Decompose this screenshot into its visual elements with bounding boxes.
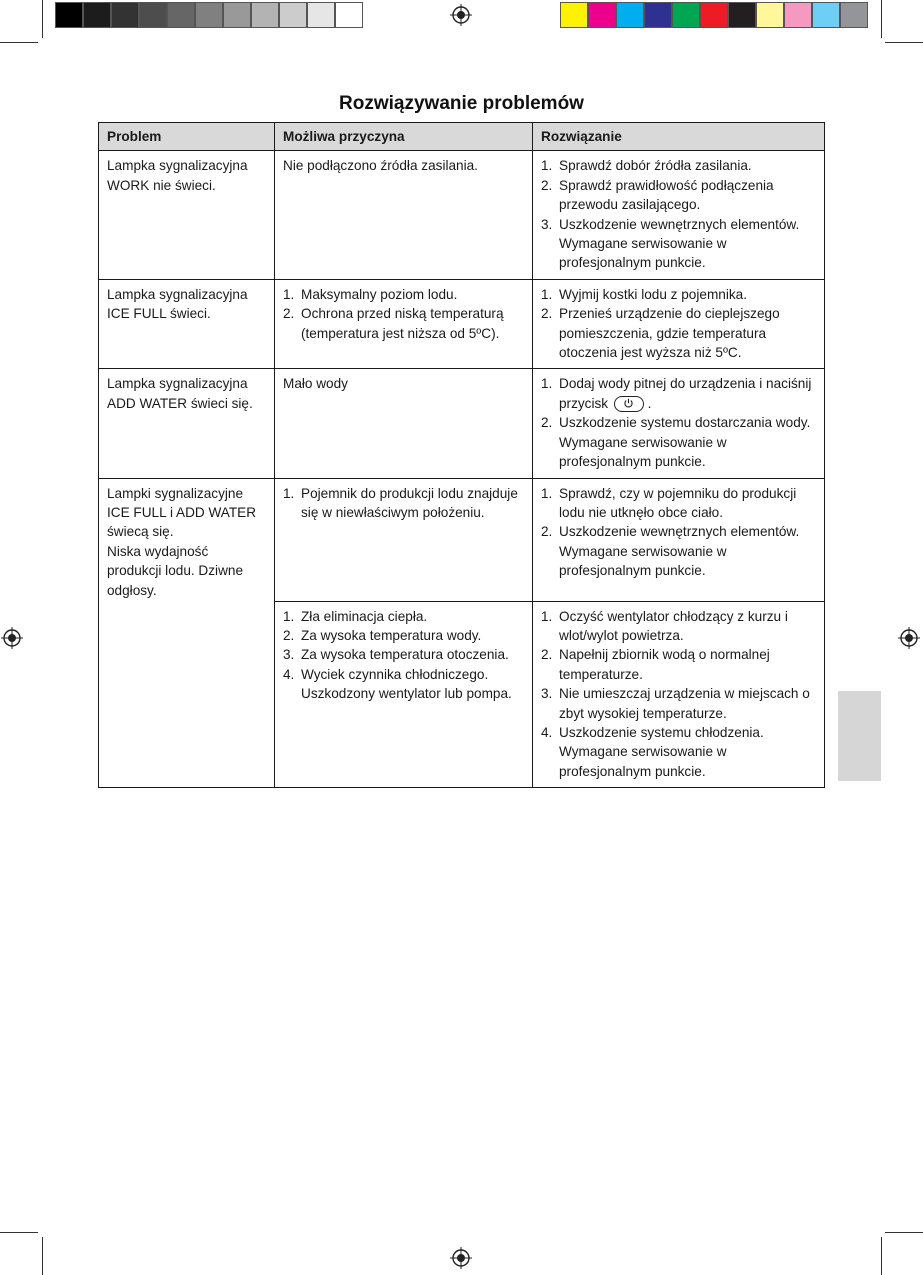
color-swatch: [195, 2, 223, 28]
item-text: [559, 215, 816, 273]
troubleshooting-table: [98, 122, 825, 788]
item-text: [559, 522, 816, 580]
item-text: [559, 374, 816, 413]
problem-text: Lampka sygnalizacyjna: [107, 158, 248, 174]
item-number: 2.: [541, 177, 553, 193]
color-swatch: [784, 2, 812, 28]
list-item: [283, 156, 524, 175]
item-text: [559, 413, 816, 471]
color-swatch: [672, 2, 700, 28]
color-swatch: [111, 2, 139, 28]
problem-cell: [99, 151, 275, 279]
list-item: [541, 522, 816, 580]
item-text-content: Uszkodzenie wewnętrznych elementów. Wymagane serwisowanie w profesjonalnym punkcie.: [559, 524, 800, 579]
problem-text: Lampka sygnalizacyjna: [107, 376, 248, 392]
solution-cell: [533, 478, 825, 601]
item-number: 2.: [541, 306, 553, 322]
item-text: [301, 285, 524, 304]
cause-cell: [275, 279, 533, 369]
registration-mark-top-icon: [450, 4, 472, 26]
item-number: 3.: [541, 686, 553, 702]
list-item: [541, 645, 816, 684]
list-item: [283, 304, 524, 343]
list-item: [541, 484, 816, 523]
numbered-list: [283, 374, 524, 393]
list-item: [283, 607, 524, 626]
crop-mark: [0, 1232, 38, 1233]
color-swatch: [307, 2, 335, 28]
list-item: [541, 374, 816, 413]
list-item: [541, 156, 816, 175]
cause-cell: [275, 601, 533, 788]
item-text: [559, 607, 816, 646]
problem-cell: [99, 369, 275, 478]
solution-cell: [533, 151, 825, 279]
item-text: [301, 626, 524, 645]
color-swatch: [812, 2, 840, 28]
item-text-content: Pojemnik do produkcji lodu znajduje się w niewłaściwym położeniu.: [301, 485, 518, 520]
header-solution: Rozwiązanie: [533, 123, 825, 151]
problem-text: świecą się.: [107, 524, 174, 540]
item-text: [559, 723, 816, 781]
problem-text: Niska wydajność: [107, 543, 209, 559]
item-number: 1.: [541, 608, 553, 624]
numbered-list: [541, 285, 816, 363]
item-text: [301, 304, 524, 343]
color-swatch: [279, 2, 307, 28]
item-number: 1.: [283, 286, 295, 302]
list-item: [541, 723, 816, 781]
item-text: [301, 645, 524, 664]
numbered-list: [541, 484, 816, 581]
table-header-row: [99, 123, 825, 151]
list-item: [541, 304, 816, 362]
item-text-content: Wyjmij kostki lodu z pojemnika.: [559, 286, 747, 302]
item-text-content: Uszkodzenie wewnętrznych elementów. Wymagane serwisowanie w profesjonalnym punkcie.: [559, 216, 800, 271]
item-text-content: Uszkodzenie systemu chłodzenia. Wymagane serwisowanie w profesjonalnym punkcie.: [559, 724, 764, 779]
item-text: [559, 645, 816, 684]
numbered-list: [283, 607, 524, 704]
item-number: 2.: [283, 306, 295, 322]
item-number: 2.: [283, 627, 295, 643]
item-text: [559, 484, 816, 523]
numbered-list: [541, 156, 816, 272]
list-item: [283, 374, 524, 393]
registration-mark-right-icon: [898, 627, 920, 649]
color-swatch: [55, 2, 83, 28]
problem-text: odgłosy.: [107, 582, 157, 598]
item-number: 2.: [541, 647, 553, 663]
item-text: [559, 156, 816, 175]
color-swatch: [223, 2, 251, 28]
color-swatch: [616, 2, 644, 28]
list-item: [283, 645, 524, 664]
table-row: [99, 279, 825, 369]
registration-mark-left-icon: [1, 627, 23, 649]
numbered-list: [541, 607, 816, 782]
color-swatch: [700, 2, 728, 28]
item-text: [301, 665, 524, 704]
problem-text: WORK nie świeci.: [107, 177, 216, 193]
numbered-list: [541, 374, 816, 471]
item-number: 4.: [283, 666, 295, 682]
item-text: [301, 484, 524, 523]
item-text-content: Mało wody: [283, 376, 348, 392]
problem-text: produkcji lodu. Dziwne: [107, 563, 244, 579]
crop-mark: [42, 0, 43, 38]
page-title: Rozwiązywanie problemów: [339, 93, 584, 114]
item-number: 1.: [541, 376, 553, 392]
problem-cell: [99, 478, 275, 788]
problem-text: Lampka sygnalizacyjna: [107, 286, 248, 302]
list-item: [541, 176, 816, 215]
list-item: [283, 626, 524, 645]
power-button-icon: [614, 396, 644, 412]
color-swatch: [83, 2, 111, 28]
color-swatch: [588, 2, 616, 28]
item-text-content: Ochrona przed niską temperaturą (temperatura jest niższa od 5ºC).: [301, 306, 504, 341]
crop-mark: [885, 1232, 923, 1233]
color-swatch: [644, 2, 672, 28]
problem-text: Lampki sygnalizacyjne: [107, 485, 244, 501]
list-item: [541, 684, 816, 723]
item-text-content: Przenieś urządzenie do cieplejszego pomieszczenia, gdzie temperatura otoczenia jest wyższa niż 5ºC.: [559, 306, 780, 361]
table-row: [99, 478, 825, 601]
crop-mark: [885, 42, 923, 43]
numbered-list: [283, 156, 524, 175]
item-text-content: Za wysoka temperatura wody.: [301, 627, 482, 643]
item-text-content: Sprawdź, czy w pojemniku do produkcji lodu nie utknęło obce ciało.: [559, 485, 797, 520]
problem-text: ICE FULL i ADD WATER: [107, 504, 257, 520]
solution-cell: [533, 369, 825, 478]
color-swatch: [335, 2, 363, 28]
item-text-content: Sprawdź prawidłowość podłączenia przewodu zasilającego.: [559, 177, 774, 213]
crop-mark: [42, 1237, 43, 1275]
list-item: [541, 215, 816, 273]
item-text-content: Sprawdź dobór źródła zasilania.: [559, 158, 752, 174]
item-text-content: Zła eliminacja ciepła.: [301, 608, 428, 624]
item-number: 3.: [541, 216, 553, 232]
item-number: 1.: [283, 485, 295, 501]
cause-cell: [275, 478, 533, 601]
item-number: 3.: [283, 647, 295, 663]
crop-mark: [881, 0, 882, 38]
color-swatch: [139, 2, 167, 28]
item-text-content: Nie podłączono źródła zasilania.: [283, 158, 478, 174]
problem-text: ADD WATER świeci się.: [107, 395, 253, 411]
list-item: [283, 484, 524, 523]
item-number: 1.: [283, 608, 295, 624]
item-text-content: Nie umieszczaj urządzenia w miejscach o zbyt wysokiej temperaturze.: [559, 686, 810, 721]
item-text-content: Wyciek czynnika chłodniczego. Uszkodzony wentylator lub pompa.: [301, 666, 512, 702]
crop-mark: [0, 42, 38, 43]
registration-mark-bottom-icon: [450, 1247, 472, 1269]
cause-cell: [275, 369, 533, 478]
item-text: [559, 304, 816, 362]
cause-cell: [275, 151, 533, 279]
color-swatch: [756, 2, 784, 28]
item-text: [559, 684, 816, 723]
color-swatch: [251, 2, 279, 28]
list-item: [283, 665, 524, 704]
color-swatch: [728, 2, 756, 28]
item-text: [283, 374, 524, 393]
item-number: 2.: [541, 524, 553, 540]
item-text: [283, 156, 524, 175]
language-side-tab: [838, 691, 881, 781]
item-text-content: Dodaj wody pitnej do urządzenia i naciśnij przycisk: [559, 376, 812, 411]
list-item: [541, 607, 816, 646]
header-cause: Możliwa przyczyna: [275, 123, 533, 151]
table-row: [99, 369, 825, 478]
color-swatch: [167, 2, 195, 28]
item-number: 1.: [541, 286, 553, 302]
item-number: 1.: [541, 158, 553, 174]
item-number: 4.: [541, 724, 553, 740]
item-text-content: Maksymalny poziom lodu.: [301, 286, 458, 302]
problem-cell: [99, 279, 275, 369]
item-text-content: Napełnij zbiornik wodą o normalnej temperaturze.: [559, 647, 770, 682]
crop-mark: [881, 1237, 882, 1275]
color-swatch: [840, 2, 868, 28]
item-suffix: .: [643, 395, 652, 411]
item-text-content: Uszkodzenie systemu dostarczania wody. Wymagane serwisowanie w profesjonalnym punkcie.: [559, 415, 811, 470]
list-item: [283, 285, 524, 304]
item-text: [301, 607, 524, 626]
header-problem: Problem: [99, 123, 275, 151]
list-item: [541, 413, 816, 471]
list-item: [541, 285, 816, 304]
item-text-content: Oczyść wentylator chłodzący z kurzu i wlot/wylot powietrza.: [559, 608, 788, 643]
item-number: 2.: [541, 415, 553, 431]
solution-cell: [533, 601, 825, 788]
item-text: [559, 176, 816, 215]
item-text: [559, 285, 816, 304]
color-swatch: [560, 2, 588, 28]
item-number: 1.: [541, 485, 553, 501]
item-text-content: Za wysoka temperatura otoczenia.: [301, 647, 509, 663]
numbered-list: [283, 285, 524, 343]
solution-cell: [533, 279, 825, 369]
problem-text: ICE FULL świeci.: [107, 306, 211, 322]
numbered-list: [283, 484, 524, 523]
table-row: [99, 151, 825, 279]
